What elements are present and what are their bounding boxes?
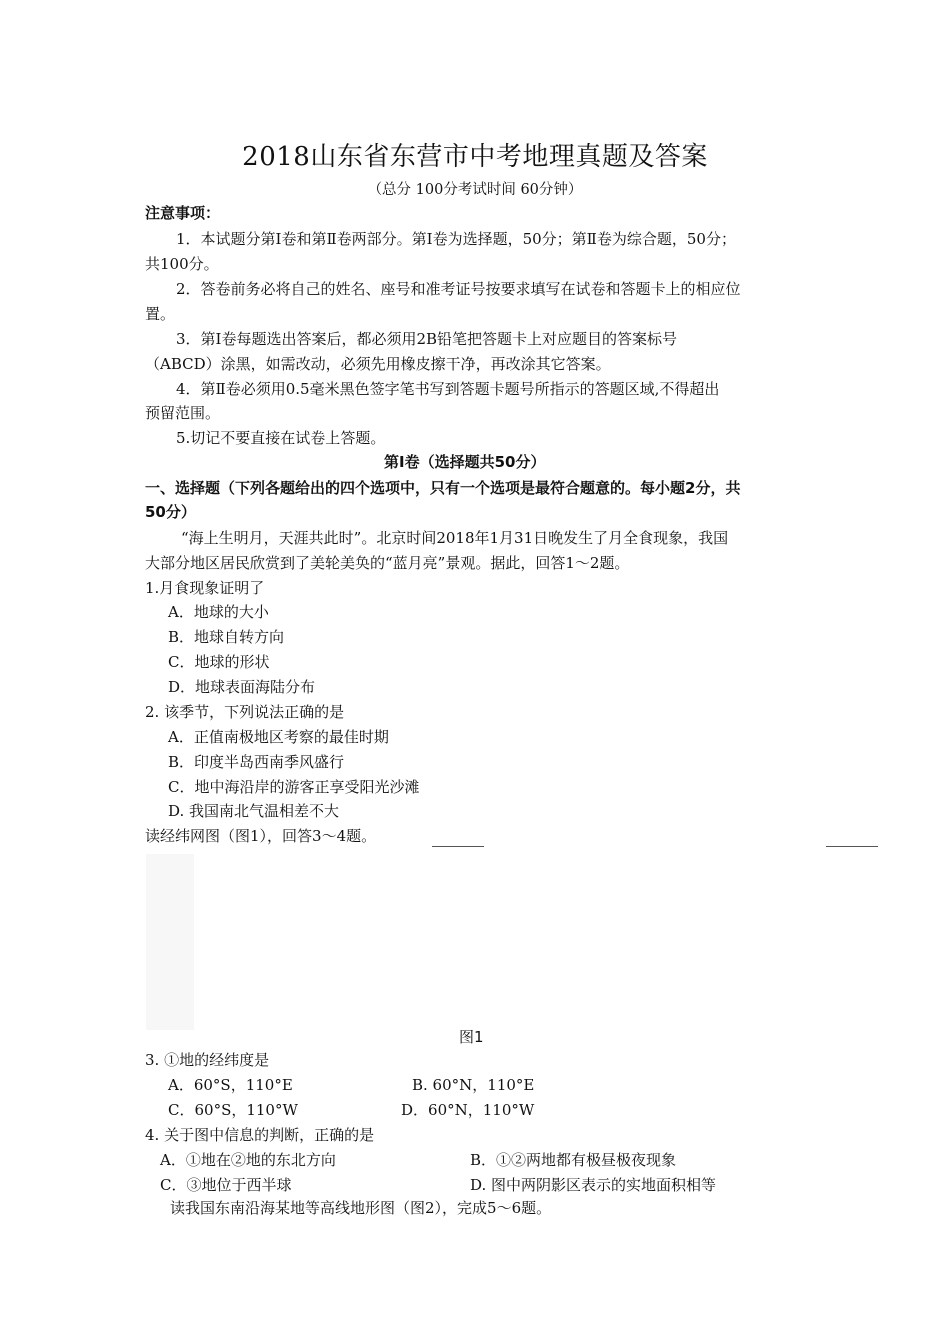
option: C．60°S，110°W [168,1101,298,1119]
notice-line: 预留范围。 [145,404,221,422]
option: B．印度半岛西南季风盛行 [168,753,345,771]
passage-line: “海上生明月，天涯共此时”。北京时间2018年1月31日晚发生了月全食现象，我国 [181,529,729,547]
section1-heading: 一、选择题（下列各题给出的四个选项中，只有一个选项是最符合题意的。每小题2分，共 [145,479,741,497]
option: A．60°S，110°E [168,1076,293,1094]
passage-line: 读我国东南沿海某地等高线地形图（图2），完成5～6题。 [170,1199,552,1217]
question-stem-3: 3. ①地的经纬度是 [145,1051,270,1069]
option: D．60°N，110°W [401,1101,535,1119]
option: B．地球自转方向 [168,628,285,646]
option: B．①②两地都有极昼极夜现象 [470,1151,677,1169]
question-stem-2: 2. 该季节，下列说法正确的是 [145,703,345,721]
figure-faint-strip [146,854,194,1030]
passage-line: 读经纬网图（图1），回答3～4题。 [145,827,377,845]
option: D. 我国南北气温相差不大 [168,802,340,820]
option: D. 图中两阴影区表示的实地面积相等 [470,1176,717,1194]
notice-heading: 注意事项： [145,204,221,222]
exam-subtitle: （总分 100分考试时间 60分钟） [367,182,583,198]
notice-line: 3．第Ⅰ卷每题选出答案后，都必须用2B铅笔把答题卡上对应题目的答案标号 [176,330,678,348]
notice-line: 4．第Ⅱ卷必须用0.5毫米黑色签字笔书写到答题卡题号所指示的答题区域,不得超出 [176,380,720,398]
option: A．地球的大小 [168,603,269,621]
notice-line: 5.切记不要直接在试卷上答题。 [176,429,386,447]
notice-line: 1．本试题分第Ⅰ卷和第Ⅱ卷两部分。第Ⅰ卷为选择题，50分；第Ⅱ卷为综合题，50分； [176,230,736,248]
section1-heading-cont: 50分） [145,503,196,521]
part1-heading: 第Ⅰ卷（选择题共50分） [384,453,546,471]
figure-edge-line [432,846,484,847]
notice-line: （ABCD）涂黑，如需改动，必须先用橡皮擦干净，再改涂其它答案。 [145,355,611,373]
figure-1-graticule-map [146,846,950,1032]
page-title: 2018山东省东营市中考地理真题及答案 [242,142,708,172]
passage-line: 大部分地区居民欣赏到了美轮美奂的“蓝月亮”景观。据此，回答1～2题。 [145,554,630,572]
question-stem-1: 1.月食现象证明了 [145,579,265,597]
notice-line: 2．答卷前务必将自己的姓名、座号和准考证号按要求填写在试卷和答题卡上的相应位 [176,280,741,298]
option: A．正值南极地区考察的最佳时期 [168,728,389,746]
option: D．地球表面海陆分布 [168,678,316,696]
figure-edge-line [826,846,878,847]
option: C．③地位于西半球 [160,1176,292,1194]
option: A．①地在②地的东北方向 [160,1151,336,1169]
figure-1-caption: 图1 [459,1028,484,1046]
question-stem-4: 4. 关于图中信息的判断，正确的是 [145,1126,375,1144]
option: C．地中海沿岸的游客正享受阳光沙滩 [168,778,420,796]
notice-line: 置。 [145,305,176,323]
option: C．地球的形状 [168,653,270,671]
option: B. 60°N，110°E [412,1076,535,1094]
notice-line: 共100分。 [145,255,219,273]
